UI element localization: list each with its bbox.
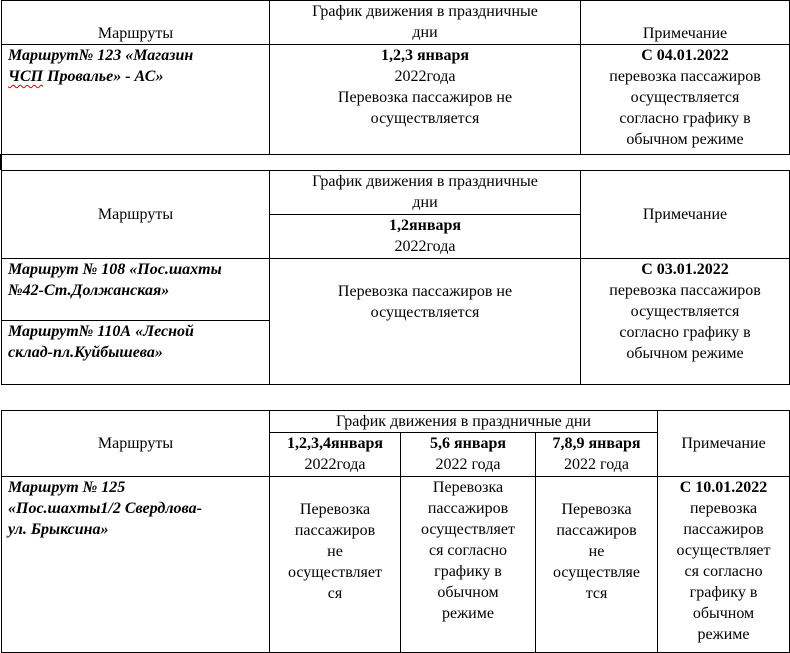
routes-header: Маршруты (2, 171, 270, 259)
routes-header: Маршруты (2, 411, 270, 477)
schedule-cell: Перевозка пассажиров не осуществляется (270, 259, 581, 385)
schedule-header: График движения в праздничные дни (270, 171, 581, 215)
schedule-cell: 1,2,3 января 2022года Перевозка пассажиров не осуществляется (270, 45, 581, 155)
schedule-col-2-header: 5,6 января 2022 года (401, 433, 536, 477)
route-name-125: Маршрут № 125 «Пос.шахты1/2 Свердлова- ул. Брыксина» (2, 477, 270, 653)
schedule-col-1-header: 1,2,3,4января 2022года (270, 433, 401, 477)
routes-header: Маршруты (2, 1, 270, 45)
schedule-table-route-125 (1, 410, 790, 653)
note-header: Примечание (581, 1, 790, 45)
note-cell: С 04.01.2022 перевозка пассажиров осуществляется согласно графику в обычном режиме (581, 45, 790, 155)
schedule-table-route-123 (1, 0, 790, 155)
schedule-header: График движения в праздничные дни (270, 411, 658, 433)
schedule-cell-2: Перевозка пассажиров осуществляет ся согласно графику в обычном режиме (401, 477, 536, 653)
note-header: Примечание (658, 411, 790, 477)
schedule-cell-3: Перевозка пассажиров не осуществляе тся (536, 477, 658, 653)
schedule-cell-1: Перевозка пассажиров не осуществляет ся (270, 477, 401, 653)
schedule-col-3-header: 7,8,9 января 2022 года (536, 433, 658, 477)
note-header: Примечание (581, 171, 790, 259)
left-edge-mark (0, 154, 2, 170)
schedule-table-routes-108-110a (1, 170, 790, 385)
route-name-110a: Маршрут№ 110А «Лесной склад-пл.Куйбышева» (2, 321, 270, 385)
note-cell: С 03.01.2022 перевозка пассажиров осуществляется согласно графику в обычном режиме (581, 259, 790, 385)
schedule-dates: 1,2января 2022года (270, 215, 581, 259)
route-name: Маршрут№ 123 «Магазин ЧСП Провалье» - АС» (2, 45, 270, 155)
note-cell: С 10.01.2022 перевозка пассажиров осуществляет ся согласно графику в обычном режиме (658, 477, 790, 653)
schedule-header: График движения в праздничные дни (270, 1, 581, 45)
route-name-108: Маршрут № 108 «Пос.шахты №42-Ст.Должанская» (2, 259, 270, 321)
